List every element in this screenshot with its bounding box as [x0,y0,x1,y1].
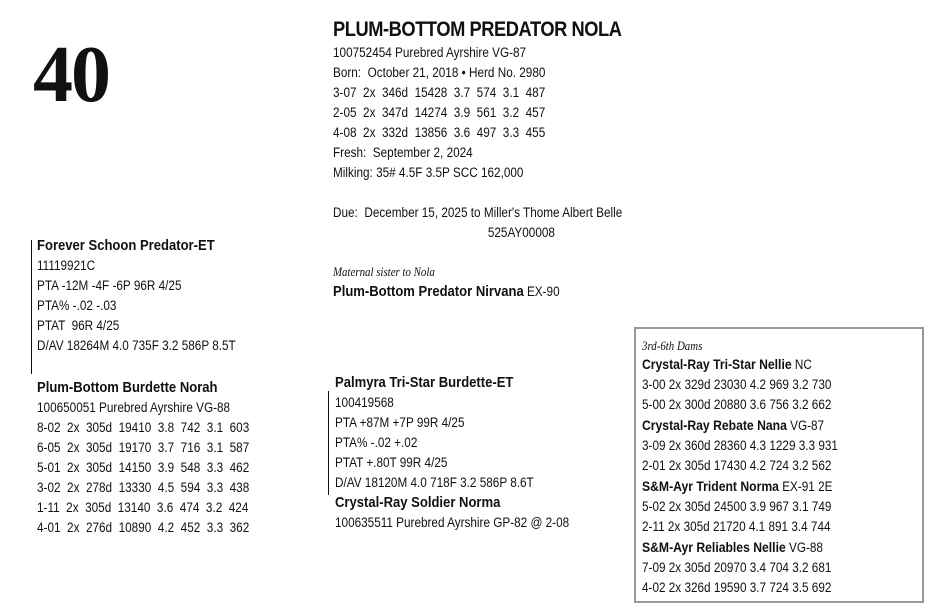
sister-name: Plum-Bottom Predator Nirvana [333,283,524,300]
dam-info [37,378,249,538]
sire-name: Forever Schoon Predator-ET [37,237,215,254]
main-animal [333,17,622,243]
record-row: 3-07 2x 346d 15428 3.7 574 3.1 487 [333,85,546,100]
record-row: 2-01 2x 305d 17430 4.2 724 3.2 562 [642,458,832,473]
sister-classification: EX-90 [523,284,560,299]
maternal-sire-line: PTA% -.02 +.02 [335,435,418,450]
sire-line: PTA% -.02 -.03 [37,298,117,313]
dams-box-label: 3rd-6th Dams [642,339,703,353]
record-row: 5-00 2x 300d 20880 3.6 756 3.2 662 [642,397,832,412]
animal-name: PLUM-BOTTOM PREDATOR NOLA [333,18,622,41]
dam-classification: VG-87 [786,418,825,433]
maternal-sister [333,262,560,302]
record-row: 3-09 2x 360d 28360 4.3 1229 3.3 931 [642,438,838,453]
dams-box [634,327,924,603]
sire-info [37,236,236,356]
record-row: 5-02 2x 305d 24500 3.9 967 3.1 749 [642,499,832,514]
maternal-sire-line: PTAT +.80T 99R 4/25 [335,455,448,470]
granddam-name: Crystal-Ray Soldier Norma [335,494,501,511]
dam-classification: VG-88 [785,540,823,555]
dam-name: Crystal-Ray Rebate Nana [642,417,787,433]
record-row: 3-02 2x 278d 13330 4.5 594 3.3 438 [37,480,250,495]
record-row: 8-02 2x 305d 19410 3.8 742 3.1 603 [37,420,250,435]
maternal-sire-line: 100419568 [335,395,394,410]
maternal-sire-line: D/AV 18120M 4.0 718F 3.2 586P 8.6T [335,475,534,490]
record-row: 6-05 2x 305d 19170 3.7 716 3.1 587 [37,440,250,455]
dam-registration: 100650051 Purebred Ayrshire VG-88 [37,400,231,415]
service-code: 525AY00008 [487,225,555,240]
maternal-sire-bracket [328,391,329,495]
dam-name: Plum-Bottom Burdette Norah [37,379,218,396]
maternal-sire-line: PTA +87M +7P 99R 4/25 [335,415,465,430]
dam-name: Crystal-Ray Tri-Star Nellie [642,356,792,372]
dam-name: S&M-Ayr Reliables Nellie [642,539,786,555]
record-row: 3-00 2x 329d 23030 4.2 969 3.2 730 [642,377,832,392]
record-row: 7-09 2x 305d 20970 3.4 704 3.2 681 [642,560,832,575]
record-row: 1-11 2x 305d 13140 3.6 474 3.2 424 [37,500,249,515]
maternal-sire-info [335,373,569,533]
fresh-date: Fresh: September 2, 2024 [333,145,473,160]
record-row: 4-08 2x 332d 13856 3.6 497 3.3 455 [333,125,546,140]
sire-line: 11119921C [37,258,96,273]
record-row: 4-01 2x 276d 10890 4.2 452 3.3 362 [37,520,250,535]
lot-number: 40 [33,31,109,119]
sire-bracket [31,240,32,374]
due-date: Due: December 15, 2025 to Miller's Thome Albert Belle [333,205,623,220]
sister-label: Maternal sister to Nola [333,265,435,279]
record-row: 2-05 2x 347d 14274 3.9 561 3.2 457 [333,105,546,120]
dam-classification: NC [791,357,812,372]
record-row: 2-11 2x 305d 21720 4.1 891 3.4 744 [642,519,831,534]
sire-line: D/AV 18264M 4.0 735F 3.2 586P 8.5T [37,338,236,353]
birth-info: Born: October 21, 2018 • Herd No. 2980 [333,65,546,80]
record-row: 4-02 2x 326d 19590 3.7 724 3.5 692 [642,580,832,595]
sire-line: PTA -12M -4F -6P 96R 4/25 [37,278,182,293]
dam-classification: EX-91 2E [778,479,833,494]
record-row: 5-01 2x 305d 14150 3.9 548 3.3 462 [37,460,250,475]
milking-info: Milking: 35# 4.5F 3.5P SCC 162,000 [333,165,524,180]
maternal-sire-name: Palmyra Tri-Star Burdette-ET [335,374,514,391]
registration: 100752454 Purebred Ayrshire VG-87 [333,45,527,60]
dam-name: S&M-Ayr Trident Norma [642,478,779,494]
sire-line: PTAT 96R 4/25 [37,318,120,333]
granddam-registration: 100635511 Purebred Ayrshire GP-82 @ 2-08 [335,515,570,530]
